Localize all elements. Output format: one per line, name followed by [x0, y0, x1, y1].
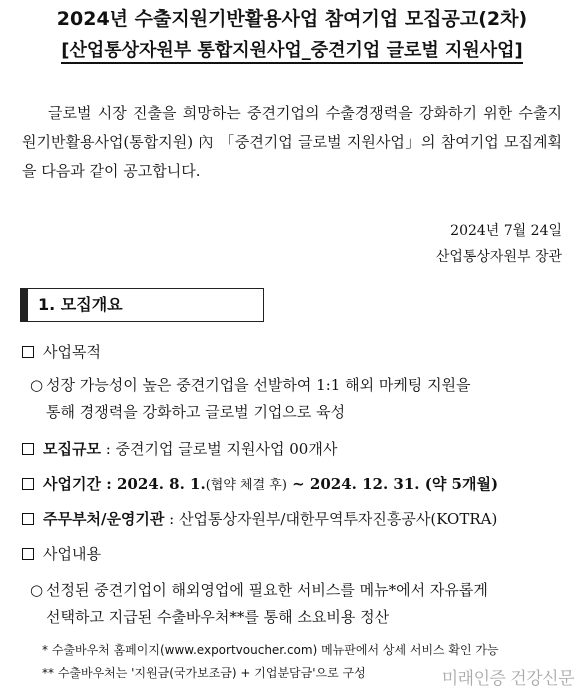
- scale-row: [22, 438, 567, 460]
- content-label: 사업내용: [43, 545, 101, 563]
- watermark: 미래인증 건강신문: [441, 669, 574, 689]
- subtitle-text: [산업통상자원부 통합지원사업_중견기업 글로벌 지원사업]: [61, 40, 523, 64]
- checkbox-square-icon: [22, 346, 34, 358]
- issuer: 산업통상자원부 장관: [435, 249, 562, 265]
- dept-value: : 산업통상자원부/대한무역투자진흥공사(KOTRA): [164, 510, 498, 528]
- scale-value: : 중견기업 글로벌 지원사업 00개사: [100, 440, 338, 458]
- content-item-line1: 선정된 중견기업이 해외영업에 필요한 서비스를 메뉴*에서 자유롭게: [46, 581, 488, 599]
- content-item: [30, 577, 567, 631]
- content-item-line2: 선택하고 지급된 수출바우처**를 통해 소요비용 정산: [46, 608, 390, 626]
- content-heading: [22, 543, 567, 565]
- period-row: [22, 473, 567, 497]
- intro-text: 글로벌 시장 진출을 희망하는 중견기업의 수출경쟁력을 강화하기 위한 수출지원기반활용사업(통합지원) 內 「중견기업 글로벌 지원사업」의 참여기업 모집계획을 다음과 같이 공고합니다.: [22, 104, 562, 180]
- page-title: 2024년 수출지원기반활용사업 참여기업 모집공고(2차): [56, 8, 528, 30]
- intro-paragraph: [22, 99, 562, 186]
- dept-label: 주무부처/운영기관: [43, 510, 165, 528]
- circle-bullet-icon: ○: [30, 376, 44, 394]
- scale-label: 모집규모: [43, 440, 101, 458]
- footnote-2: ** 수출바우처는 '지원금(국가보조금) + 기업분담금'으로 구성: [42, 666, 366, 680]
- period-start: : 2024. 8. 1.: [100, 475, 206, 493]
- period-end: ~ 2024. 12. 31. (약 5개월): [286, 475, 499, 493]
- period-label: 사업기간: [43, 475, 101, 493]
- purpose-heading: [22, 341, 567, 363]
- dept-row: [22, 508, 567, 530]
- announcement-date: 2024년 7월 24일: [450, 223, 562, 239]
- footnote-1: * 수출바우처 홈페이지(www.exportvoucher.com) 메뉴판에서 상세 서비스 확인 가능: [42, 643, 499, 657]
- checkbox-square-icon: [22, 513, 34, 525]
- purpose-item: [30, 372, 567, 426]
- period-note: (협약 체결 후): [205, 478, 287, 493]
- circle-bullet-icon: ○: [30, 581, 44, 599]
- purpose-label: 사업목적: [43, 343, 101, 361]
- checkbox-square-icon: [22, 443, 34, 455]
- purpose-item-line1: 성장 가능성이 높은 중견기업을 선발하여 1:1 해외 마케팅 지원을: [46, 376, 471, 394]
- checkbox-square-icon: [22, 548, 34, 560]
- page-subtitle: [0, 36, 584, 62]
- purpose-item-line2: 통해 경쟁력을 강화하고 글로벌 기업으로 육성: [46, 403, 346, 421]
- checkbox-square-icon: [22, 478, 34, 490]
- section-heading: 1. 모집개요: [20, 288, 264, 322]
